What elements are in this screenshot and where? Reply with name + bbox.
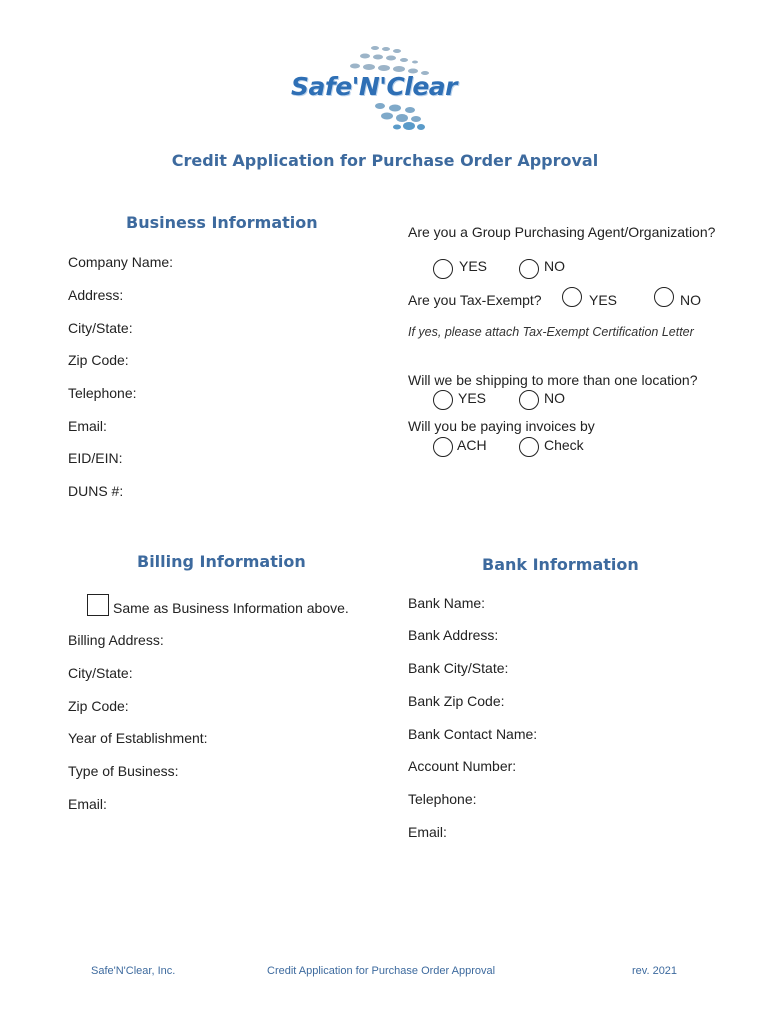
city-state-label: City/State:: [68, 320, 133, 336]
year-established-label: Year of Establishment:: [68, 730, 208, 746]
billing-zip-label: Zip Code:: [68, 698, 129, 714]
footer-company: Safe'N'Clear, Inc.: [91, 965, 176, 977]
zip-code-label: Zip Code:: [68, 352, 129, 368]
footer-revision: rev. 2021: [632, 965, 678, 977]
bank-heading: Bank Information: [482, 555, 639, 574]
same-as-business-checkbox[interactable]: [87, 594, 109, 616]
billing-email-label: Email:: [68, 796, 107, 812]
ship-no-label: NO: [544, 390, 565, 406]
bank-zip-label: Bank Zip Code:: [408, 693, 505, 709]
logo-wordmark: Safe'N'Clear: [291, 72, 458, 101]
bank-name-label: Bank Name:: [408, 595, 486, 611]
shipping-question: Will we be shipping to more than one location?: [408, 372, 698, 388]
tax-yes-radio[interactable]: [562, 287, 582, 307]
billing-heading: Billing Information: [137, 552, 306, 571]
email-label: Email:: [68, 418, 107, 434]
billing-address-label: Billing Address:: [68, 632, 164, 648]
tax-yes-label: YES: [589, 292, 618, 308]
bank-email-label: Email:: [408, 824, 447, 840]
pay-check-label: Check: [544, 437, 584, 453]
tax-no-label: NO: [680, 292, 701, 308]
gpo-yes-radio[interactable]: [433, 259, 453, 279]
account-number-label: Account Number:: [408, 758, 517, 774]
ship-yes-label: YES: [458, 390, 487, 406]
gpo-no-radio[interactable]: [519, 259, 539, 279]
eid-ein-label: EID/EIN:: [68, 450, 123, 466]
gpo-question: Are you a Group Purchasing Agent/Organization?: [408, 224, 716, 240]
page-title: Credit Application for Purchase Order Approval: [171, 151, 599, 170]
payment-question: Will you be paying invoices by: [408, 418, 595, 434]
address-label: Address:: [68, 287, 124, 303]
tax-exempt-note: If yes, please attach Tax-Exempt Certification Letter: [408, 325, 694, 339]
tax-no-radio[interactable]: [654, 287, 674, 307]
gpo-no-label: NO: [544, 258, 565, 274]
pay-check-radio[interactable]: [519, 437, 539, 457]
business-type-label: Type of Business:: [68, 763, 179, 779]
bank-contact-label: Bank Contact Name:: [408, 726, 538, 742]
telephone-label: Telephone:: [68, 385, 137, 401]
bank-city-state-label: Bank City/State:: [408, 660, 509, 676]
same-as-business-label: Same as Business Information above.: [113, 600, 349, 616]
pay-ach-label: ACH: [457, 437, 487, 453]
company-logo: [285, 40, 485, 135]
footer-title: Credit Application for Purchase Order Approval: [267, 965, 496, 977]
ship-yes-radio[interactable]: [433, 390, 453, 410]
gpo-yes-label: YES: [459, 258, 488, 274]
bank-address-label: Bank Address:: [408, 627, 499, 643]
tax-exempt-question: Are you Tax-Exempt?: [408, 292, 542, 308]
duns-label: DUNS #:: [68, 483, 124, 499]
billing-city-state-label: City/State:: [68, 665, 133, 681]
business-heading: Business Information: [126, 213, 318, 232]
bank-telephone-label: Telephone:: [408, 791, 477, 807]
ship-no-radio[interactable]: [519, 390, 539, 410]
pay-ach-radio[interactable]: [433, 437, 453, 457]
company-name-label: Company Name:: [68, 254, 174, 270]
